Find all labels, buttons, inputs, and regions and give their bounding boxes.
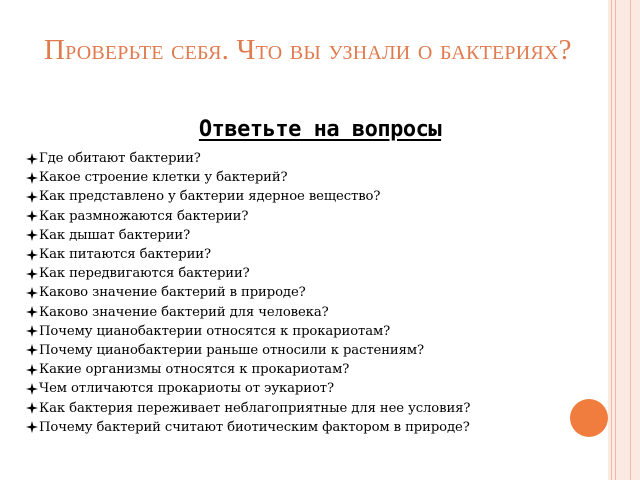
diamond-bullet-icon (26, 172, 38, 184)
question-text: Как размножаются бактерии? (39, 208, 249, 224)
question-text: Почему цианобактерии раньше относили к растениям? (39, 342, 424, 358)
question-text: Как бактерия переживает неблагоприятные для нее условия? (39, 400, 471, 416)
list-item (26, 379, 601, 398)
diamond-bullet-icon (26, 210, 38, 222)
question-text: Как питаются бактерии? (39, 247, 211, 263)
diamond-bullet-icon (26, 383, 38, 395)
question-text: Чем отличаются прокариоты от эукариот? (39, 381, 334, 397)
side-stripe-line (611, 0, 612, 480)
question-text: Какие организмы относятся к прокариотам? (39, 362, 350, 378)
list-item (26, 168, 601, 187)
slide-title: Проверьте себя. Что вы узнали о бактериях? (44, 34, 572, 66)
list-item (26, 207, 601, 226)
list-item (26, 360, 601, 379)
question-text: Каково значение бактерий в природе? (39, 285, 306, 301)
list-item (26, 149, 601, 168)
diamond-bullet-icon (26, 402, 38, 414)
diamond-bullet-icon (26, 249, 38, 261)
diamond-bullet-icon (26, 229, 38, 241)
diamond-bullet-icon (26, 191, 38, 203)
list-item (26, 226, 601, 245)
side-stripe-line (615, 0, 616, 480)
list-item (26, 283, 601, 302)
list-item (26, 303, 601, 322)
diamond-bullet-icon (26, 344, 38, 356)
question-list (26, 149, 601, 437)
question-text: Где обитают бактерии? (39, 151, 201, 167)
list-item (26, 322, 601, 341)
question-text: Как передвигаются бактерии? (39, 266, 250, 282)
question-text: Какое строение клетки у бактерий? (39, 170, 288, 186)
diamond-bullet-icon (26, 306, 38, 318)
diamond-bullet-icon (26, 153, 38, 165)
diamond-bullet-icon (26, 421, 38, 433)
list-item (26, 264, 601, 283)
diamond-bullet-icon (26, 287, 38, 299)
diamond-bullet-icon (26, 364, 38, 376)
list-item (26, 418, 601, 437)
question-text: Почему цианобактерии относятся к прокариотам? (39, 323, 391, 339)
side-stripe-band (608, 0, 640, 480)
list-item (26, 245, 601, 264)
diamond-bullet-icon (26, 325, 38, 337)
list-item (26, 398, 601, 417)
side-stripe-line (630, 0, 631, 480)
question-text: Почему бактерий считают биотическим фактором в природе? (39, 419, 470, 435)
list-item (26, 341, 601, 360)
list-item (26, 187, 601, 206)
slide-heading (0, 116, 640, 144)
diamond-bullet-icon (26, 268, 38, 280)
question-text: Каково значение бактерий для человека? (39, 304, 329, 320)
question-text: Как дышат бактерии? (39, 227, 191, 243)
slide-heading-text: Ответьте на вопросы (198, 117, 442, 142)
question-text: Как представлено у бактерии ядерное вещество? (39, 189, 381, 205)
